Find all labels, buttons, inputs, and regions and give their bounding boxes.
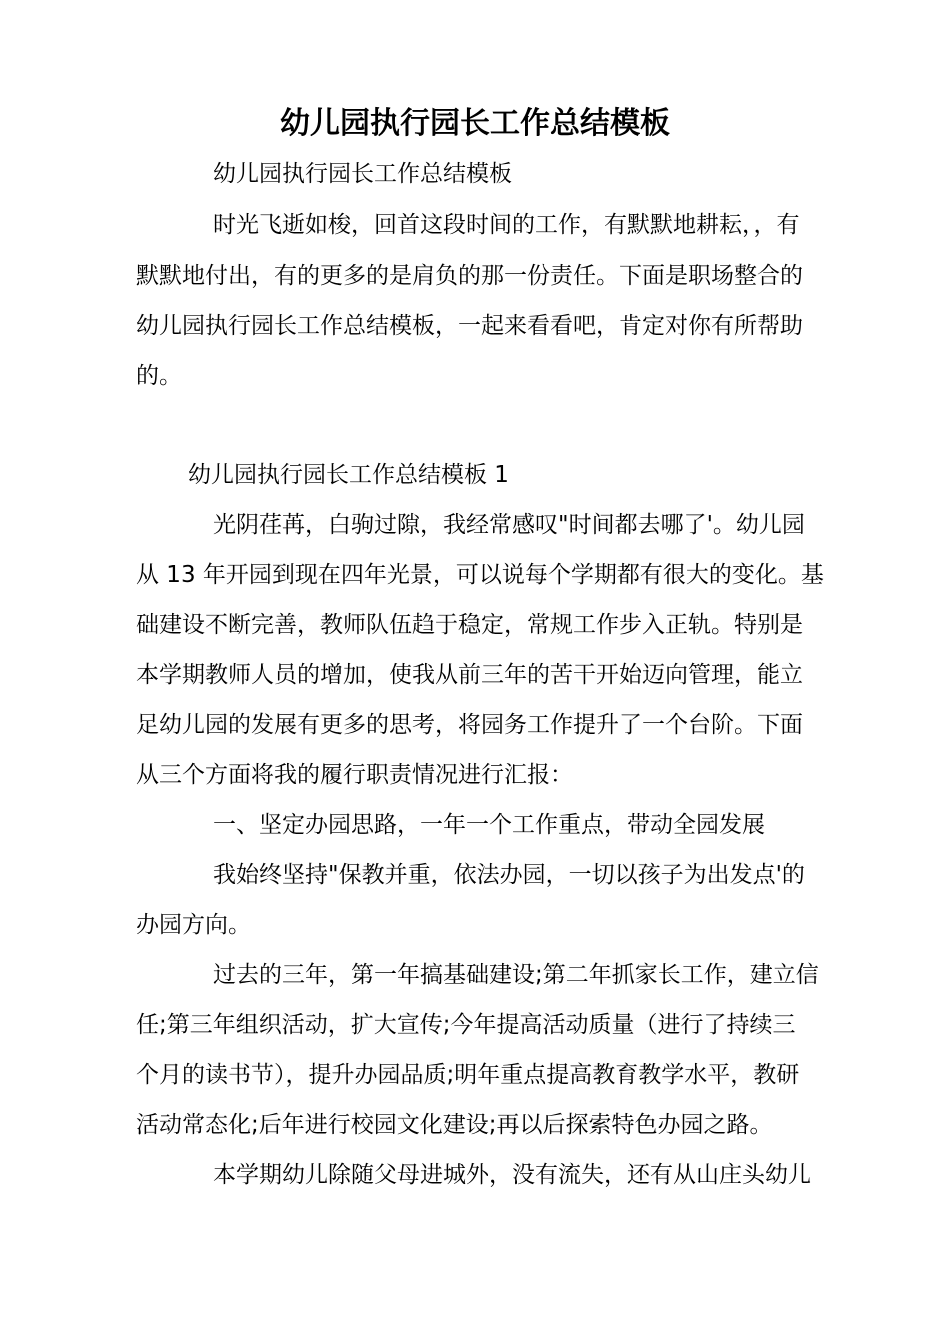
intro-line-4: 的。	[136, 363, 182, 389]
para1-line-2: 从 13 年开园到现在四年光景，可以说每个学期都有很大的变化。基	[136, 562, 824, 588]
para3-line-4: 活动常态化;后年进行校园文化建设;再以后探索特色办园之路。	[136, 1112, 773, 1138]
para1-line-4: 本学期教师人员的增加，使我从前三年的苦干开始迈向管理，能立	[136, 662, 803, 688]
para1-line-1: 光阴荏苒，白驹过隙，我经常感叹"时间都去哪了'。幼儿园	[213, 512, 805, 538]
subtitle-line: 幼儿园执行园长工作总结模板	[213, 161, 512, 187]
para2-line-2: 办园方向。	[136, 912, 251, 938]
para4-line-1: 本学期幼儿除随父母进城外，没有流失，还有从山庄头幼儿	[213, 1162, 811, 1188]
para1-line-3: 础建设不断完善，教师队伍趋于稳定，常规工作步入正轨。特别是	[136, 612, 803, 638]
para3-line-2: 任;第三年组织活动，扩大宣传;今年提高活动质量（进行了持续三	[136, 1012, 796, 1038]
intro-line-2: 默默地付出，有的更多的是肩负的那一份责任。下面是职场整合的	[136, 263, 803, 289]
document-title: 幼儿园执行园长工作总结模板	[280, 106, 670, 141]
para1-line-6: 从三个方面将我的履行职责情况进行汇报：	[136, 762, 573, 788]
para2-line-1: 我始终坚持"保教并重，依法办园，一切以孩子为出发点'的	[213, 862, 805, 888]
point-heading-1: 一、坚定办园思路，一年一个工作重点，带动全园发展	[213, 812, 765, 838]
intro-line-1: 时光飞逝如梭，回首这段时间的工作，有默默地耕耘，，有	[213, 212, 800, 238]
para3-line-3: 个月的读书节），提升办园品质;明年重点提高教育教学水平，教研	[136, 1062, 800, 1088]
intro-line-3: 幼儿园执行园长工作总结模板，一起来看看吧，肯定对你有所帮助	[136, 313, 803, 339]
para1-line-5: 足幼儿园的发展有更多的思考，将园务工作提升了一个台阶。下面	[136, 712, 803, 738]
section-heading-1: 幼儿园执行园长工作总结模板 1	[188, 462, 509, 488]
para3-line-1: 过去的三年，第一年搞基础建设;第二年抓家长工作，建立信	[213, 962, 819, 988]
